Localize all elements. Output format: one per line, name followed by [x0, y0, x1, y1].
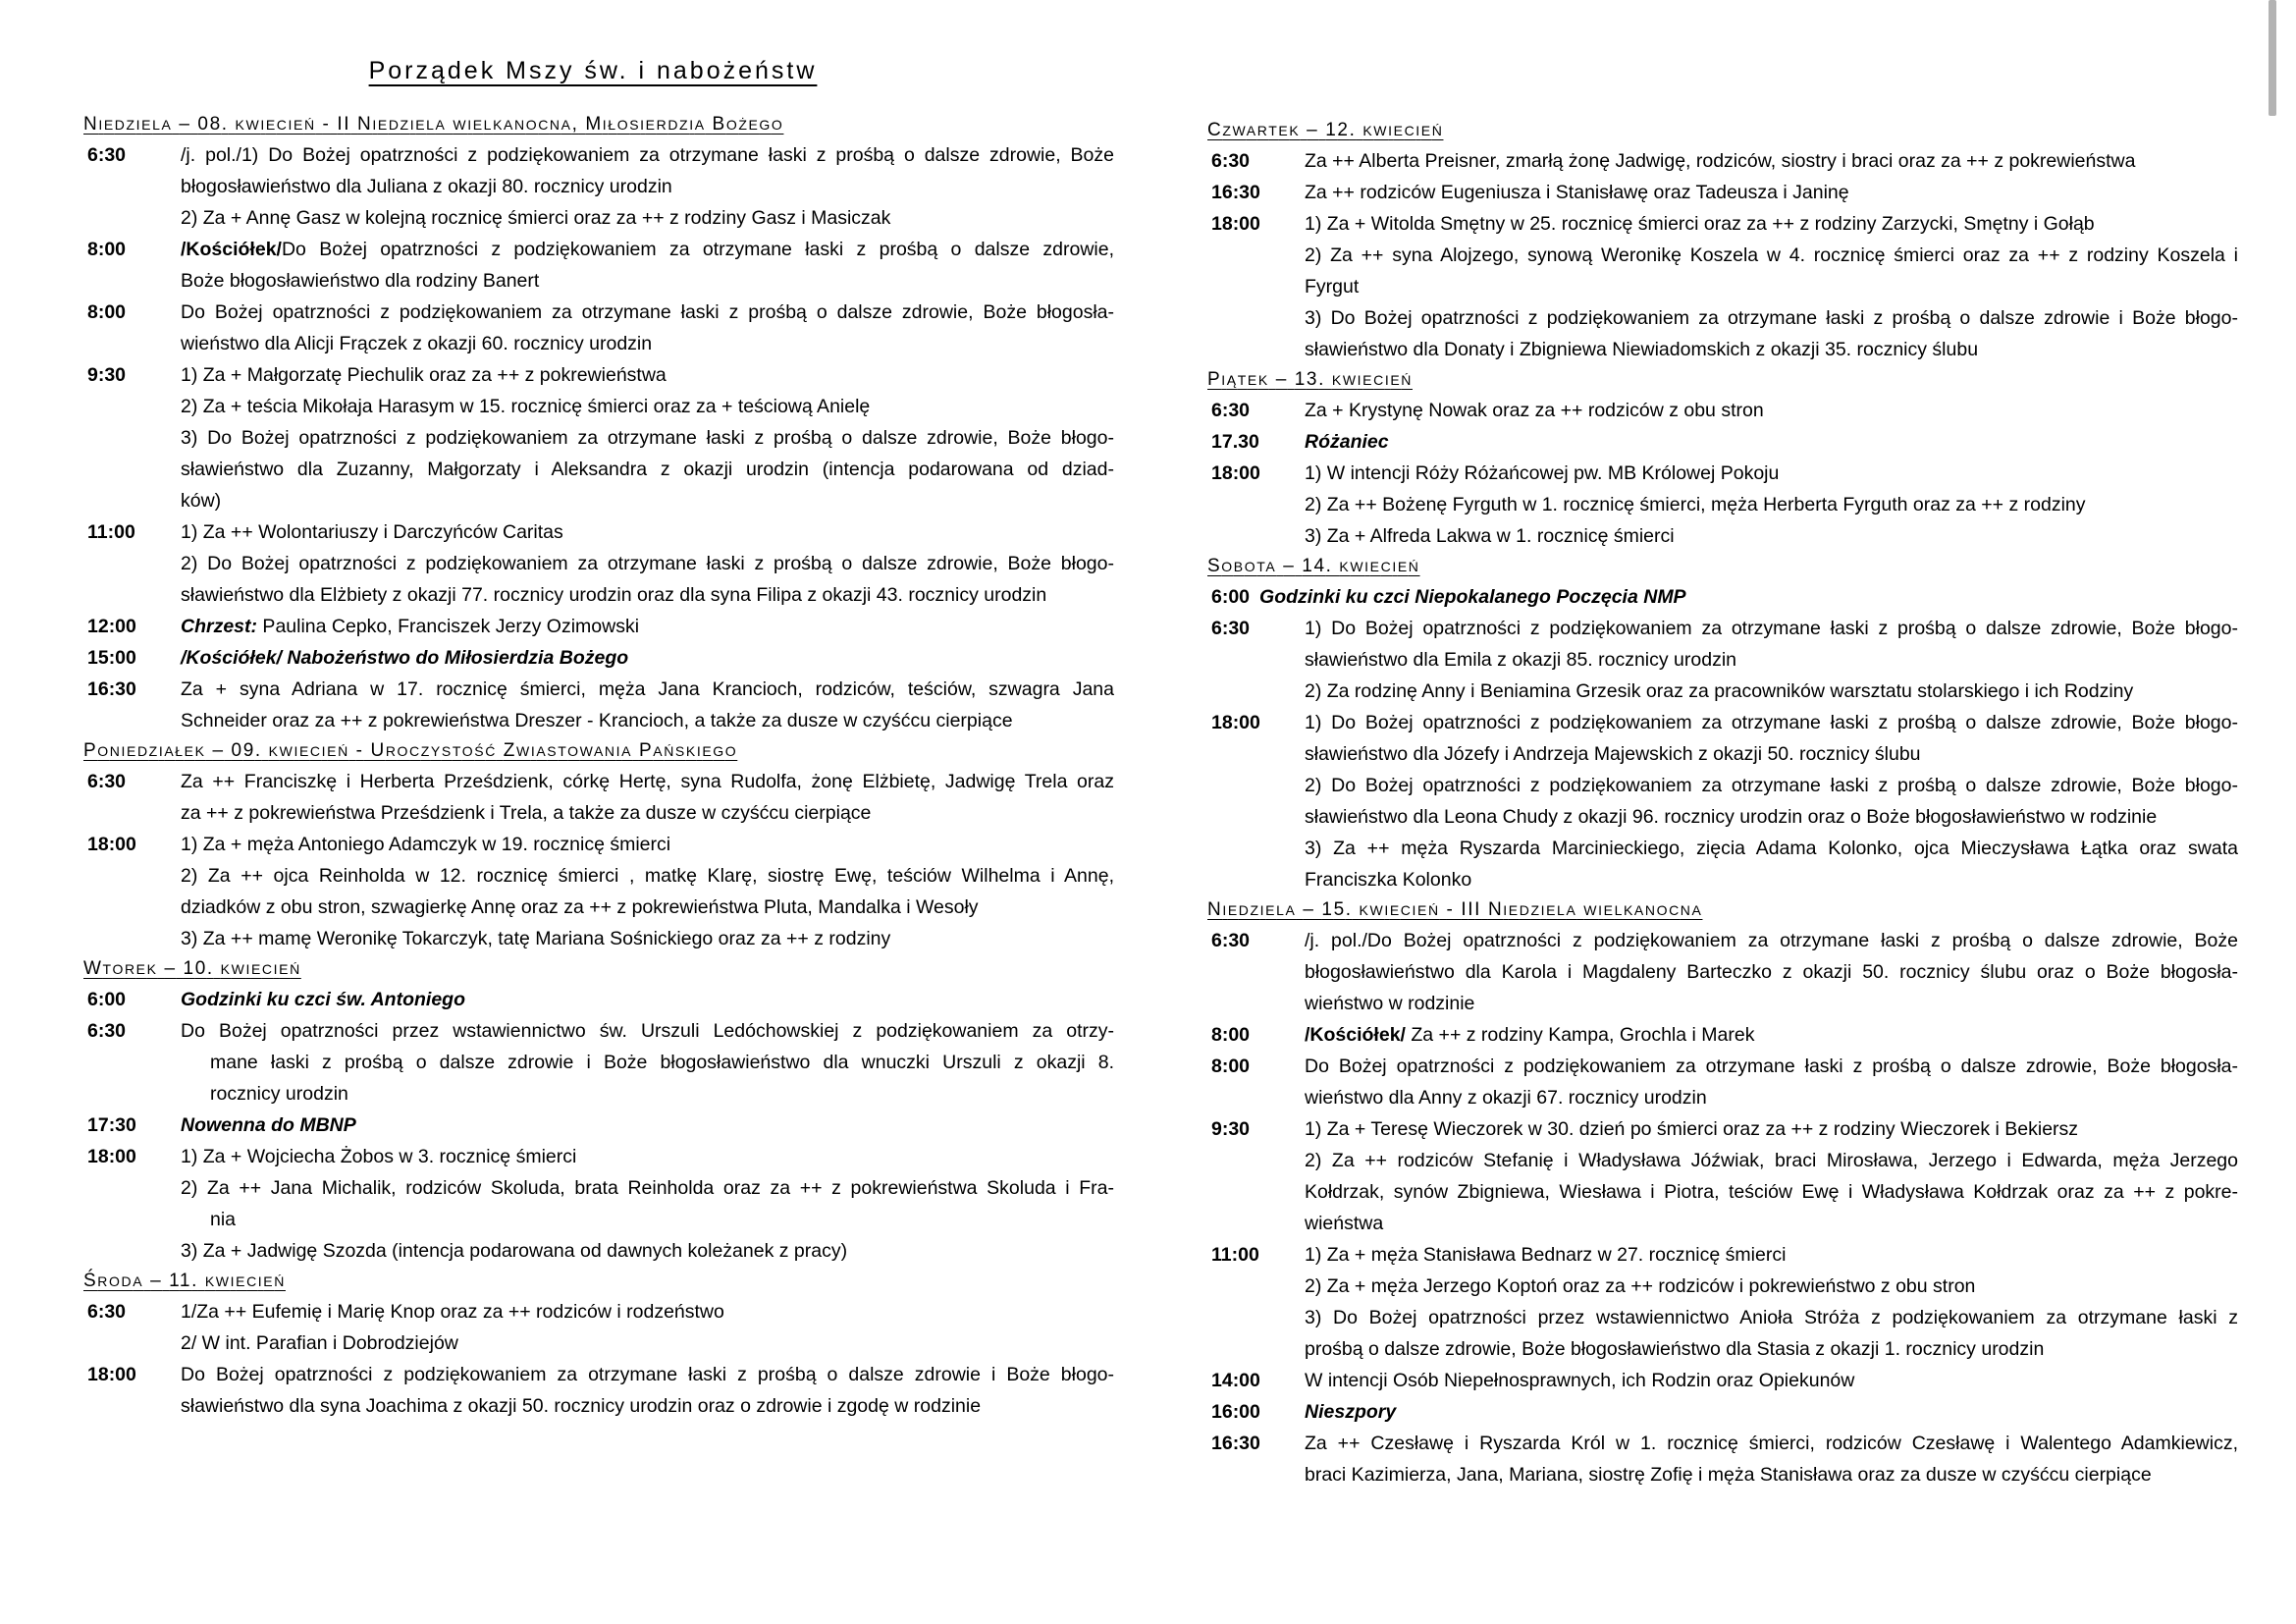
mass-entry: [1207, 426, 2238, 458]
intention-line: 2) Do Bożej opatrzności z podziękowaniem za otrzymane łaski z prośbą o dalsze zdrowie, Boże błogo-: [1305, 775, 2238, 796]
scrollbar[interactable]: [2269, 0, 2276, 116]
mass-entry: [1207, 458, 2238, 552]
mass-entry: [83, 611, 1114, 642]
intention-line: 2) Za rodzinę Anny i Beniamina Grzesik oraz za pracowników warsztatu stolarskiego i ich Rodziny: [1305, 680, 2134, 702]
intention-line: Kołdrzak, synów Zbigniewa, Wiesława i Piotra, teściów Ewę i Władysława Kołdrzak oraz za ++ z pokre-: [1305, 1181, 2238, 1203]
mass-entry: [83, 1110, 1114, 1141]
intention-line: 2) Za ++ Bożenę Fyrguth w 1. rocznicę śmierci, męża Herberta Fyrguth oraz za ++ z rodziny: [1305, 494, 2086, 515]
mass-entry: [1207, 1113, 2238, 1239]
intention-line: 3) Za + Alfreda Lakwa w 1. rocznicę śmierci: [1305, 525, 1675, 547]
mass-time: 17.30: [1211, 431, 1259, 453]
mass-time: 6:00: [1211, 586, 1251, 608]
mass-entry: [83, 359, 1114, 516]
intention-text: [181, 766, 1114, 829]
emphasis-text: Godzinki ku czci Niepokalanego Poczęcia NMP: [1259, 586, 1686, 608]
mass-time: 18:00: [1211, 712, 1260, 733]
intention-text: [1305, 925, 2238, 1019]
intention-line: [181, 1110, 1114, 1141]
intention-line: 1) Do Bożej opatrzności z podziękowaniem za otrzymane łaski z prośbą o dalsze zdrowie, Boże błogo-: [1305, 712, 2238, 733]
mass-time: 9:30: [1211, 1118, 1251, 1140]
emphasis-text: Nieszpory: [1305, 1401, 1397, 1423]
mass-time: 6:30: [1211, 400, 1251, 421]
intention-line: sławieństwo dla Zuzanny, Małgorzaty i Aleksandra z okazji urodzin (intencja podarowana od dziad-: [181, 459, 1114, 480]
emphasis-text: /Kościółek/ Nabożeństwo do Miłosierdzia Bożego: [181, 647, 629, 669]
mass-entry: [1207, 1019, 2238, 1051]
intention-line: 3) Za ++ mamę Weronikę Tokarczyk, tatę Mariana Sośnickiego oraz za ++ z rodziny: [181, 928, 891, 949]
mass-entry: [1207, 1428, 2238, 1490]
intention-line: 1) W intencji Róży Różańcowej pw. MB Królowej Pokoju: [1305, 462, 1780, 484]
intention-text: [181, 1141, 1114, 1267]
intention-line: /j. pol./1) Do Bożej opatrzności z podziękowaniem za otrzymane łaski z prośbą o dalsze zdrowie, Boże: [181, 144, 1114, 166]
page-title: Porządek Mszy św. i nabożeństw: [368, 57, 818, 84]
mass-time: 18:00: [87, 1146, 136, 1167]
intention-line: 1) Za + Małgorzatę Piechulik oraz za ++ z pokrewieństwa: [181, 364, 667, 386]
mass-entry: [83, 1296, 1114, 1359]
mass-time: 6:30: [1211, 150, 1251, 172]
day-header: WTOREK – 10. KWIECIEŃ: [83, 958, 301, 979]
intention-line: 1) Za + męża Stanisława Bednarz w 27. rocznicę śmierci: [1305, 1244, 1787, 1266]
intention-text: [181, 984, 1114, 1015]
intention-line: Boże błogosławieństwo dla rodziny Banert: [181, 270, 540, 292]
intention-line: W intencji Osób Niepełnosprawnych, ich Rodzin oraz Opiekunów: [1305, 1370, 1855, 1391]
intention-text: [181, 1110, 1114, 1141]
intention-line: 1) Do Bożej opatrzności z podziękowaniem za otrzymane łaski z prośbą o dalsze zdrowie, Boże błogo-: [1305, 618, 2238, 639]
intention-text: [1305, 613, 2238, 707]
intention-text: [181, 642, 1114, 674]
mass-entry: [1207, 581, 2238, 613]
intention-line: sławieństwo dla Donaty i Zbigniewa Niewiadomskich z okazji 35. rocznicy ślubu: [1305, 339, 1979, 360]
mass-entry: [83, 984, 1114, 1015]
intention-line: [1305, 1396, 2238, 1428]
intention-line: 3) Za ++ męża Ryszarda Marcinieckiego, zięcia Adama Kolonko, ojca Mieczysława Łątka oraz swata: [1305, 838, 2238, 859]
intention-text: [181, 829, 1114, 954]
intention-line: 3) Do Bożej opatrzności z podziękowaniem za otrzymane łaski z prośbą o dalsze zdrowie i Boże błogo-: [1305, 307, 2238, 329]
intention-line: 1/Za ++ Eufemię i Marię Knop oraz za ++ rodziców i rodzeństwo: [181, 1301, 724, 1323]
emphasis-text: Godzinki ku czci św. Antoniego: [181, 989, 465, 1010]
mass-entry: [1207, 613, 2238, 707]
intention-line: sławieństwo dla Leona Chudy z okazji 96. rocznicy urodzin oraz o Boże błogosławieństwo w rodzinie: [1305, 806, 2158, 828]
day-header: NIEDZIELA – 15. KWIECIEŃ - III NIEDZIELA WIELKANOCNA: [1207, 899, 1703, 920]
intention-line: /j. pol./Do Bożej opatrzności z podziękowaniem za otrzymane łaski z prośbą o dalsze zdrowie, Boże: [1305, 930, 2238, 951]
mass-time: 16:00: [1211, 1401, 1260, 1423]
intention-line: 2) Za ++ ojca Reinholda w 12. rocznicę śmierci , matkę Klarę, siostrę Ewę, teściów Wilhelma i Annę,: [181, 865, 1114, 887]
mass-entry: [83, 674, 1114, 736]
intention-text: [181, 1359, 1114, 1422]
intention-line: 2) Za + Annę Gasz w kolejną rocznicę śmierci oraz za ++ z rodziny Gasz i Masiczak: [181, 207, 891, 229]
intention-line: 2) Za + teścia Mikołaja Harasym w 15. rocznicę śmierci oraz za + teściową Anielę: [181, 396, 871, 417]
mass-time: 8:00: [87, 239, 127, 260]
intention-line: 3) Do Bożej opatrzności przez wstawiennictwo Anioła Stróża z podziękowaniem za otrzymane łaski z: [1305, 1307, 2238, 1328]
intention-text: [181, 674, 1114, 736]
intention-line: 3) Za + Jadwigę Szozda (intencja podarowana od dawnych koleżanek z pracy): [181, 1240, 848, 1262]
day-header: SOBOTA – 14. KWIECIEŃ: [1207, 556, 1420, 576]
intention-line: rocznicy urodzin: [210, 1083, 348, 1105]
mass-time: 11:00: [87, 521, 135, 543]
mass-time: 18:00: [1211, 462, 1260, 484]
intention-line: [181, 642, 1114, 674]
mass-time: 15:00: [87, 647, 136, 669]
intention-line: 1) Za + Witolda Smętny w 25. rocznicę śmierci oraz za ++ z rodziny Zarzycki, Smętny i Gołąb: [1305, 213, 2095, 235]
mass-time: 6:30: [87, 1301, 127, 1323]
intention-text: [1259, 581, 2238, 613]
mass-time: 6:30: [1211, 618, 1251, 639]
intention-text: [181, 139, 1114, 234]
day-header: NIEDZIELA – 08. KWIECIEŃ - II NIEDZIELA WIELKANOCNA, MIŁOSIERDZIA BOŻEGO: [83, 114, 784, 135]
intention-line: błogosławieństwo dla Karola i Magdaleny Barteczko z okazji 50. rocznicy ślubu oraz o Boże błogosła-: [1305, 961, 2238, 983]
day-header: PIĄTEK – 13. KWIECIEŃ: [1207, 369, 1413, 390]
intention-line: mane łaski z prośbą o dalsze zdrowie i Boże błogosławieństwo dla wnuczki Urszuli z okazji 8.: [210, 1052, 1114, 1073]
mass-entry: [83, 1141, 1114, 1267]
mass-time: 8:00: [1211, 1024, 1251, 1046]
intention-line: sławieństwo dla Elżbiety z okazji 77. rocznicy urodzin oraz dla syna Filipa z okazji 43. rocznicy urodzin: [181, 584, 1047, 606]
intention-text: [1305, 1239, 2238, 1365]
intention-text: [1305, 1365, 2238, 1396]
intention-text: [1305, 707, 2238, 895]
mass-time: 17:30: [87, 1114, 136, 1136]
mass-time: 9:30: [87, 364, 127, 386]
day-header: PONIEDZIAŁEK – 09. KWIECIEŃ - UROCZYSTOŚĆ ZWIASTOWANIA PAŃSKIEGO: [83, 740, 738, 761]
intention-line: sławieństwo dla Józefy i Andrzeja Majewskich z okazji 50. rocznicy ślubu: [1305, 743, 1921, 765]
mass-time: 6:30: [87, 144, 127, 166]
intention-line: wieństwo dla Alicji Frączek z okazji 60. rocznicy urodzin: [181, 333, 653, 354]
mass-time: 6:30: [87, 771, 127, 792]
intention-line: 1) Za + Wojciecha Żobos w 3. rocznicę śmierci: [181, 1146, 577, 1167]
intention-line: 1) Za ++ Wolontariuszy i Darczyńców Caritas: [181, 521, 563, 543]
day-header: ŚRODA – 11. KWIECIEŃ: [83, 1271, 286, 1291]
intention-line: 1) Za + Teresę Wieczorek w 30. dzień po śmierci oraz za ++ z rodziny Wieczorek i Bekiersz: [1305, 1118, 2079, 1140]
intention-line: błogosławieństwo dla Juliana z okazji 80. rocznicy urodzin: [181, 176, 672, 197]
mass-entry: [83, 297, 1114, 359]
mass-entry: [1207, 208, 2238, 365]
intention-line: wieństwo w rodzinie: [1305, 993, 1475, 1014]
intention-text: [1305, 1428, 2238, 1490]
mass-time: 18:00: [87, 1364, 136, 1385]
mass-entry: [83, 234, 1114, 297]
intention-line: dziadków z obu stron, szwagierkę Annę oraz za ++ z pokrewieństwa Pluta, Mandalka i Wesoły: [181, 896, 979, 918]
mass-time: 6:00: [87, 989, 127, 1010]
intention-line: Schneider oraz za ++ z pokrewieństwa Dreszer - Krancioch, a także za dusze w czyśćcu cierpiące: [181, 710, 1013, 731]
intention-text: [1305, 1396, 2238, 1428]
intention-line: Za ++ Franciszkę i Herberta Prześdzienk, córkę Hertę, syna Rudolfa, żonę Elżbietę, Jadwigę Trela oraz: [181, 771, 1114, 792]
intention-line: ków): [181, 490, 222, 512]
mass-entry: [83, 139, 1114, 234]
intention-line: 2/ W int. Parafian i Dobrodziejów: [181, 1332, 458, 1354]
intention-line: 2) Za ++ syna Alojzego, synową Weronikę Koszela w 4. rocznicę śmierci oraz za ++ z rodziny Koszela i: [1305, 244, 2238, 266]
intention-line: [1259, 581, 2238, 613]
intention-text: [181, 516, 1114, 611]
intention-line: Chrzest: Paulina Cepko, Franciszek Jerzy Ozimowski: [181, 616, 640, 637]
emphasis-text: /Kościółek/: [181, 239, 282, 260]
intention-line: 3) Do Bożej opatrzności z podziękowaniem za otrzymane łaski z prośbą o dalsze zdrowie, Boże błogo-: [181, 427, 1114, 449]
mass-entry: [1207, 1051, 2238, 1113]
intention-line: [1305, 426, 2238, 458]
mass-time: 6:30: [87, 1020, 127, 1042]
intention-line: 2) Za ++ rodziców Stefanię i Władysława Jóźwiak, braci Mirosława, Jerzego i Edwarda, męża Jerzego: [1305, 1150, 2238, 1171]
intention-line: Franciszka Kolonko: [1305, 869, 1472, 891]
intention-line: /Kościółek/Do Bożej opatrzności z podziękowaniem za otrzymane łaski z prośbą o dalsze zdrowie,: [181, 239, 1114, 260]
intention-line: braci Kazimierza, Jana, Mariana, siostrę Zofię i męża Stanisława oraz za dusze w czyśćcu cierpiące: [1305, 1464, 2152, 1486]
mass-time: 8:00: [1211, 1056, 1251, 1077]
intention-line: za ++ z pokrewieństwa Prześdzienk i Trela, a także za dusze w czyśćcu cierpiące: [181, 802, 872, 824]
mass-time: 18:00: [87, 834, 136, 855]
intention-text: [181, 611, 1114, 642]
intention-line: 2) Za + męża Jerzego Koptoń oraz za ++ rodziców i pokrewieństwo z obu stron: [1305, 1275, 1976, 1297]
intention-text: [1305, 145, 2238, 177]
mass-entry: [1207, 145, 2238, 177]
intention-line: sławieństwo dla Emila z okazji 85. rocznicy urodzin: [1305, 649, 1737, 671]
mass-entry: [83, 1359, 1114, 1422]
mass-time: 11:00: [1211, 1244, 1259, 1266]
intention-line: Fyrgut: [1305, 276, 1360, 298]
mass-entry: [1207, 1239, 2238, 1365]
intention-line: Do Bożej opatrzności z podziękowaniem za otrzymane łaski z prośbą o dalsze zdrowie, Boże błogosła-: [181, 301, 1114, 323]
intention-text: [1305, 1113, 2238, 1239]
intention-text: [1305, 1019, 2238, 1051]
mass-time: 8:00: [87, 301, 127, 323]
mass-entry: [1207, 1365, 2238, 1396]
mass-entry: [1207, 395, 2238, 426]
mass-entry: [83, 516, 1114, 611]
intention-line: Za ++ Alberta Preisner, zmarłą żonę Jadwigę, rodziców, siostry i braci oraz za ++ z pokrewieństwa: [1305, 150, 2136, 172]
mass-time: 16:30: [87, 678, 136, 700]
intention-line: Za + Krystynę Nowak oraz za ++ rodziców z obu stron: [1305, 400, 1764, 421]
left-column: [83, 110, 1114, 1422]
intention-text: [181, 297, 1114, 359]
intention-text: [1305, 426, 2238, 458]
emphasis-text: Różaniec: [1305, 431, 1389, 453]
emphasis-text: /Kościółek/: [1305, 1024, 1406, 1046]
mass-entry: [1207, 1396, 2238, 1428]
mass-entry: [83, 766, 1114, 829]
intention-line: Do Bożej opatrzności z podziękowaniem za otrzymane łaski z prośbą o dalsze zdrowie i Boże błogo-: [181, 1364, 1114, 1385]
mass-time: 12:00: [87, 616, 136, 637]
intention-text: [1305, 1051, 2238, 1113]
intention-line: [181, 984, 1114, 1015]
mass-entry: [1207, 925, 2238, 1019]
day-header: CZWARTEK – 12. KWIECIEŃ: [1207, 120, 1444, 140]
intention-text: [1305, 177, 2238, 208]
intention-line: wieństwo dla Anny z okazji 67. rocznicy urodzin: [1305, 1087, 1707, 1109]
intention-text: [1305, 458, 2238, 552]
mass-entry: [1207, 707, 2238, 895]
right-column: [1207, 116, 2238, 1490]
intention-text: [1305, 395, 2238, 426]
emphasis-text: Chrzest:: [181, 616, 258, 637]
intention-line: Za + syna Adriana w 17. rocznicę śmierci, męża Jana Krancioch, rodziców, teściów, szwagra Jana: [181, 678, 1114, 700]
mass-entry: [83, 1015, 1114, 1110]
mass-entry: [83, 829, 1114, 954]
intention-line: prośbą o dalsze zdrowie, Boże błogosławieństwo dla Stasia z okazji 1. rocznicy urodzin: [1305, 1338, 2045, 1360]
mass-time: 18:00: [1211, 213, 1260, 235]
intention-line: Do Bożej opatrzności z podziękowaniem za otrzymane łaski z prośbą o dalsze zdrowie, Boże błogosła-: [1305, 1056, 2238, 1077]
mass-time: 16:30: [1211, 182, 1260, 203]
intention-text: [181, 1015, 1114, 1110]
intention-line: 1) Za + męża Antoniego Adamczyk w 19. rocznicę śmierci: [181, 834, 671, 855]
mass-time: 16:30: [1211, 1433, 1260, 1454]
intention-line: 2) Za ++ Jana Michalik, rodziców Skoluda, brata Reinholda oraz za ++ z pokrewieństwa Skoluda i Fra-: [181, 1177, 1114, 1199]
intention-line: Za ++ rodziców Eugeniusza i Stanisławę oraz Tadeusza i Janinę: [1305, 182, 1849, 203]
intention-text: [181, 359, 1114, 516]
mass-entry: [83, 642, 1114, 674]
intention-text: [1305, 208, 2238, 365]
intention-text: [181, 1296, 1114, 1359]
mass-time: 14:00: [1211, 1370, 1260, 1391]
emphasis-text: Nowenna do MBNP: [181, 1114, 356, 1136]
intention-line: wieństwa: [1305, 1213, 1384, 1234]
mass-entry: [1207, 177, 2238, 208]
mass-time: 6:30: [1211, 930, 1251, 951]
intention-line: /Kościółek/ Za ++ z rodziny Kampa, Grochla i Marek: [1305, 1024, 1755, 1046]
intention-line: nia: [210, 1209, 237, 1230]
intention-line: Do Bożej opatrzności przez wstawiennictwo św. Urszuli Ledóchowskiej z podziękowaniem za otrzy-: [181, 1020, 1114, 1042]
intention-text: [181, 234, 1114, 297]
intention-line: 2) Do Bożej opatrzności z podziękowaniem za otrzymane łaski z prośbą o dalsze zdrowie, Boże błogo-: [181, 553, 1114, 574]
intention-line: Za ++ Czesławę i Ryszarda Król w 1. rocznicę śmierci, rodziców Czesławę i Walentego Adamkiewicz,: [1305, 1433, 2238, 1454]
intention-line: sławieństwo dla syna Joachima z okazji 50. rocznicy urodzin oraz o zdrowie i zgodę w rodzinie: [181, 1395, 982, 1417]
